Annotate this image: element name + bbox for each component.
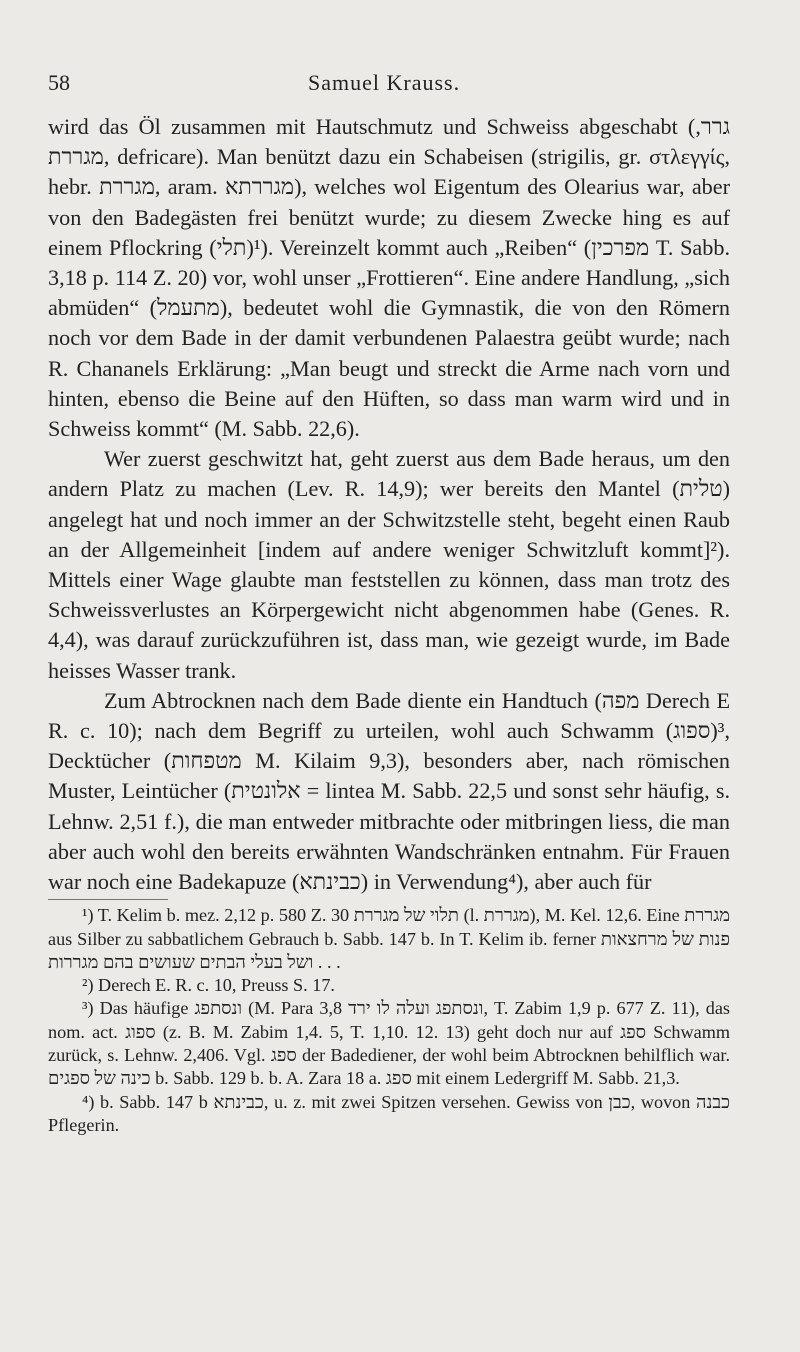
page-number: 58 [48, 70, 70, 95]
paragraph-2: Wer zuerst geschwitzt hat, geht zuerst aus dem Bade heraus, um den andern Platz zu machen (Lev. R. 14,9); wer bereits den Mantel (טלית) angelegt hat und noch immer an der Schwitzstelle steht, begeht einen Raub an der Allgemeinheit [indem auf andere weniger Schwitzluft kommt]²). Mittels einer Wage glaubte man feststellen zu können, dass man trotz des Schweissverlustes an Körpergewicht nicht abgenommen habe (Genes. R. 4,4), was darauf zurückzuführen ist, dass man, wie gezeigt wurde, im Bade heisses Wasser trank. [48, 446, 730, 683]
running-title: Samuel Krauss. [308, 70, 461, 95]
paragraph-1: wird das Öl zusammen mit Hautschmutz und Schweiss abgeschabt (גרר, מגררת, defricare). Man benützt dazu ein Schabeisen (strigilis, gr. στλεγγίς, hebr. מגררת, aram. מגררתא), welches wol Eigentum des Olearius war, aber von den Badegästen frei benützt wurde; zu diesem Zwecke hing es auf einem Pflockring (תלי)¹). Vereinzelt kommt auch „Reiben“ (מפרכין T. Sabb. 3,18 p. 114 Z. 20) vor, wohl unser „Frottieren“. Eine andere Handlung, „sich abmüden“ (מתעמל), bedeutet wohl die Gymnastik, die von den Römern noch vor dem Bade in der damit verbundenen Palaestra geübt wurde; nach R. Chananels Erklärung: „Man beugt und streckt die Arme nach vorn und hinten, ebenso die Beine auf den Hüften, so dass man warm wird und in Schweiss kommt“ (M. Sabb. 22,6). [48, 114, 731, 442]
footnotes [48, 904, 730, 1137]
page-header [48, 70, 730, 104]
footnote-rule [48, 899, 168, 900]
footnote-1: ¹) T. Kelim b. mez. 2,12 p. 580 Z. 30 תלוי של מגררת (l. מגררת), M. Kel. 12,6. Eine מגררת aus Silber zu sabbatlichem Gebrauch b. Sabb. 147 b. In T. Kelim ib. ferner פנות של מרחצאות ושל בעלי הבתים שעושים בהם מגררות . . . [48, 905, 730, 972]
footnote-4: ⁴) b. Sabb. 147 b כבינתא, u. z. mit zwei Spitzen versehen. Gewiss von כבן, wovon כבנה Pflegerin. [48, 1091, 731, 1135]
footnote-3: ³) Das häufige ונסתפג (M. Para 3,8 ונסתפג ועלה לו ירד, T. Zabim 1,9 p. 677 Z. 11), das nom. act. ספוג (z. B. M. Zabim 1,4. 5, T. 1,10. 12. 13) geht doch nur auf ספג Schwamm zurück, s. Lehnw. 2,406. Vgl. ספג der Badediener, der wohl beim Abtrocknen behilflich war. כינה של ספגים b. Sabb. 129 b. b. A. Zara 18 a. ספג mit einem Ledergriff M. Sabb. 21,3. [48, 998, 731, 1089]
paragraph-3: Zum Abtrocknen nach dem Bade diente ein Handtuch (מפה Derech E R. c. 10); nach dem Begriff zu urteilen, wohl auch Schwamm (ספוג)³, Decktücher (מטפחות M. Kilaim 9,3), besonders aber, nach römischen Muster, Leintücher (אלונטית = lintea M. Sabb. 22,5 und sonst sehr häufig, s. Lehnw. 2,51 f.), die man entweder mitbrachte oder mitbringen liess, die man aber auch wohl den bereits erwähnten Wandschränken entnahm. Für Frauen war noch eine Badekapuze (כבינתא) in Verwendung⁴), aber auch für [48, 687, 730, 895]
main-text [48, 112, 730, 897]
footnote-2: ²) Derech E. R. c. 10, Preuss S. 17. [82, 975, 335, 996]
